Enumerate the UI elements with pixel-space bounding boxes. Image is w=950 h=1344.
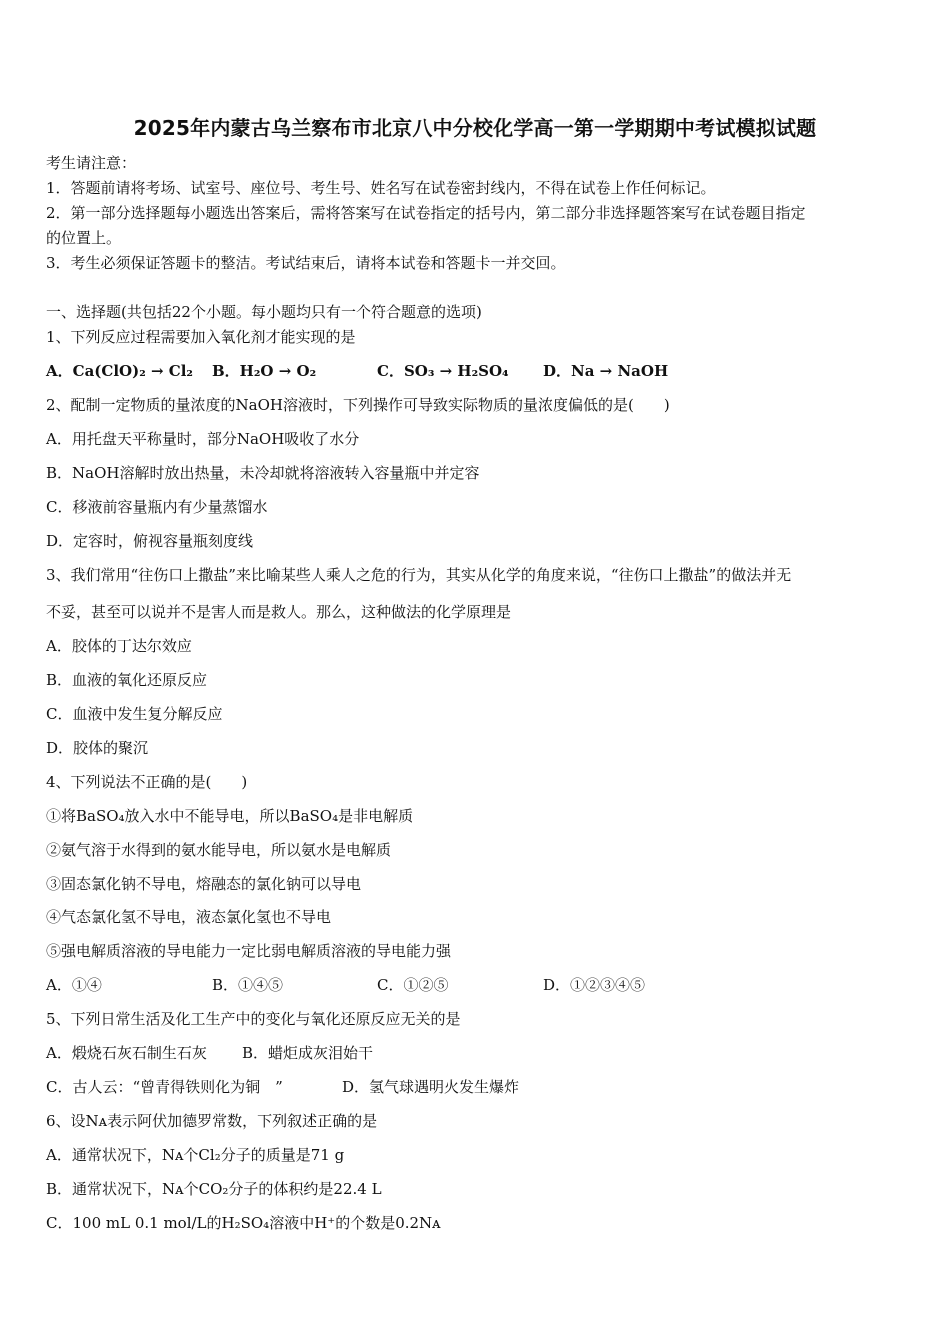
q3-option-a: A．胶体的丁达尔效应 <box>46 637 192 655</box>
question-6-stem: 6、设Nᴀ表示阿伏加德罗常数，下列叙述正确的是 <box>46 1112 378 1130</box>
q3-option-b: B．血液的氧化还原反应 <box>46 671 208 689</box>
q6-option-a: A．通常状况下，Nᴀ个Cl₂分子的质量是71 g <box>46 1146 345 1164</box>
q4-option-a: A．①④ <box>46 976 102 994</box>
question-2-stem: 2、配制一定物质的量浓度的NaOH溶液时，下列操作可导致实际物质的量浓度偏低的是( ) <box>46 396 670 414</box>
q4-statement-3: ③固态氯化钠不导电，熔融态的氯化钠可以导电 <box>46 875 362 893</box>
q2-option-c: C．移液前容量瓶内有少量蒸馏水 <box>46 498 268 516</box>
notice-item-1: 1．答题前请将考场、试室号、座位号、考生号、姓名写在试卷密封线内，不得在试卷上作任何标记。 <box>46 179 716 197</box>
notice-heading: 考生请注意： <box>46 154 137 172</box>
q6-option-b: B．通常状况下，Nᴀ个CO₂分子的体积约是22.4 L <box>46 1180 382 1198</box>
q3-option-c: C．血液中发生复分解反应 <box>46 705 223 723</box>
question-3-stem: 3、我们常用“往伤口上撒盐”来比喻某些人乘人之危的行为，其实从化学的角度来说，“往伤口上撒盐”的做法并无 <box>46 566 792 584</box>
q5-option-b: B．蜡炬成灰泪始干 <box>242 1044 374 1062</box>
q4-statement-4: ④气态氯化氢不导电，液态氯化氢也不导电 <box>46 908 332 926</box>
q4-option-d: D．①②③④⑤ <box>543 976 646 994</box>
question-1-stem: 1、下列反应过程需要加入氧化剂才能实现的是 <box>46 328 356 346</box>
q4-option-c: C．①②⑤ <box>377 976 449 994</box>
notice-item-2: 2．第一部分选择题每小题选出答案后，需将答案写在试卷指定的括号内，第二部分非选择题答案写在试卷题目指定 <box>46 204 806 222</box>
q4-statement-2: ②氨气溶于水得到的氨水能导电，所以氨水是电解质 <box>46 841 392 859</box>
q5-option-c: C．古人云：“曾青得铁则化为铜 ” <box>46 1078 283 1096</box>
question-3-stem-cont: 不妥，甚至可以说并不是害人而是救人。那么，这种做法的化学原理是 <box>46 603 512 621</box>
q1-option-d: D．Na → NaOH <box>543 362 669 380</box>
q4-statement-1: ①将BaSO₄放入水中不能导电，所以BaSO₄是非电解质 <box>46 807 414 825</box>
notice-item-3: 3．考生必须保证答题卡的整洁。考试结束后，请将本试卷和答题卡一并交回。 <box>46 254 566 272</box>
notice-item-2-cont: 的位置上。 <box>46 229 122 247</box>
q6-option-c: C．100 mL 0.1 mol/L的H₂SO₄溶液中H⁺的个数是0.2Nᴀ <box>46 1214 441 1232</box>
q3-option-d: D．胶体的聚沉 <box>46 739 149 757</box>
q4-statement-5: ⑤强电解质溶液的导电能力一定比弱电解质溶液的导电能力强 <box>46 942 452 960</box>
question-5-stem: 5、下列日常生活及化工生产中的变化与氧化还原反应无关的是 <box>46 1010 461 1028</box>
q1-option-a: A．Ca(ClO)₂ → Cl₂ <box>46 362 193 380</box>
q2-option-d: D．定容时，俯视容量瓶刻度线 <box>46 532 254 550</box>
page-title: 2025年内蒙古乌兰察布市北京八中分校化学高一第一学期期中考试模拟试题 <box>133 116 817 140</box>
q2-option-b: B．NaOH溶解时放出热量，未冷却就将溶液转入容量瓶中并定容 <box>46 464 480 482</box>
q1-option-c: C．SO₃ → H₂SO₄ <box>377 362 509 380</box>
q2-option-a: A．用托盘天平称量时，部分NaOH吸收了水分 <box>46 430 360 448</box>
q5-option-d: D．氢气球遇明火发生爆炸 <box>342 1078 520 1096</box>
q5-option-a: A．煅烧石灰石制生石灰 <box>46 1044 207 1062</box>
q4-option-b: B．①④⑤ <box>212 976 284 994</box>
q1-option-b: B．H₂O → O₂ <box>212 362 317 380</box>
section-heading: 一、选择题(共包括22个小题。每小题均只有一个符合题意的选项) <box>46 303 482 321</box>
question-4-stem: 4、下列说法不正确的是( ) <box>46 773 248 791</box>
